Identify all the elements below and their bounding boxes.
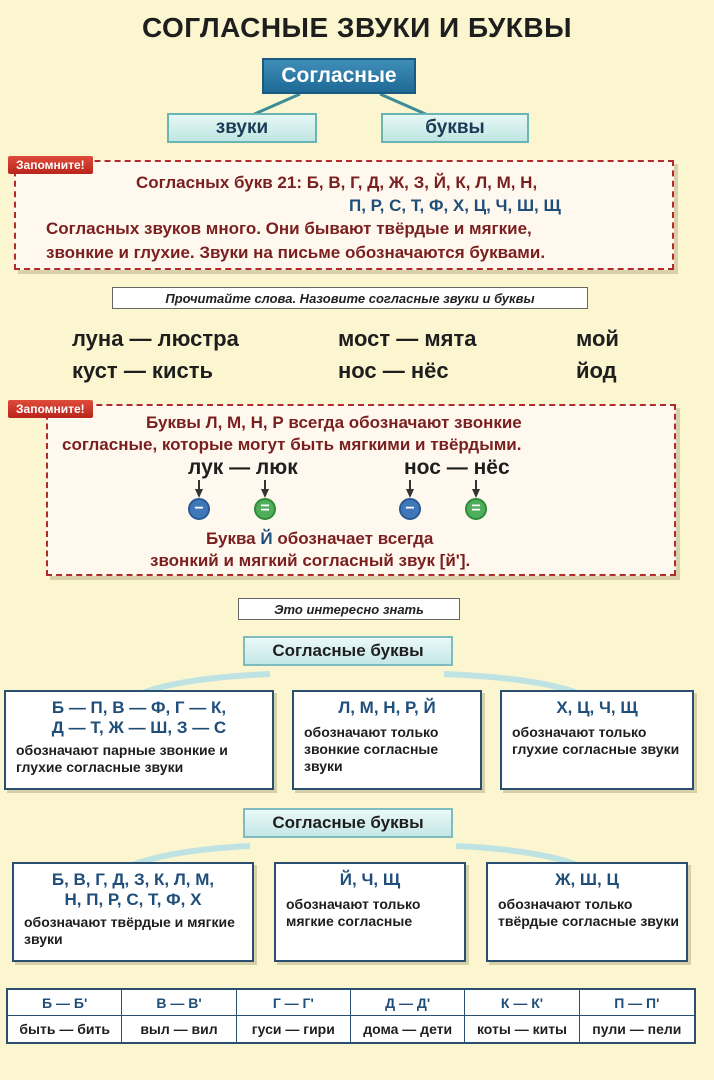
table-cell: Д — Д': [351, 990, 465, 1016]
card-hard-soft: Б, В, Г, Д, З, К, Л, М, Н, П, Р, С, Т, Ф, Х обозначают твёрдые и мягкие звуки: [12, 862, 254, 962]
remember1-line3: Согласных звуков много. Они бывают твёрдые и мягкие,: [46, 219, 532, 238]
card-paired: Б — П, В — Ф, Г — К, Д — Т, Ж — Ш, З — С обозначают парные звонкие и глухие согласные звуки: [4, 690, 274, 790]
letters-box: буквы: [381, 113, 529, 143]
table-cell: дома — дети: [351, 1016, 465, 1042]
page-title: СОГЛАСНЫЕ ЗВУКИ И БУКВЫ: [141, 12, 573, 43]
example-pair-nos: нос — нёс: [404, 456, 510, 479]
sounds-box: звуки: [167, 113, 317, 143]
table-cell: выл — вил: [122, 1016, 236, 1042]
remember1-line1: Согласных букв 21: Б, В, Г, Д, Ж, З, Й, К, Л, М, Н,: [136, 173, 538, 192]
minus-circle-icon: −: [188, 498, 210, 520]
word-pair: мост — мята: [338, 326, 477, 351]
remember-tag-2: Запомните!: [8, 400, 93, 418]
remember-tag-1: Запомните!: [8, 156, 93, 174]
table-cell: К — К': [465, 990, 579, 1016]
table-cell: гуси — гири: [237, 1016, 351, 1042]
remember1-line2: П, Р, С, Т, Ф, Х, Ц, Ч, Ш, Щ: [349, 196, 561, 215]
arrow-down-icon: [195, 489, 203, 498]
word-pair: луна — люстра: [72, 326, 239, 351]
table-cell: П — П': [580, 990, 694, 1016]
table-cell: коты — киты: [465, 1016, 579, 1042]
section2-head: Согласные буквы: [243, 808, 453, 838]
arrow-down-icon: [261, 489, 269, 498]
table-cell: В — В': [122, 990, 236, 1016]
minus-circle-icon: −: [399, 498, 421, 520]
table-cell: быть — бить: [8, 1016, 122, 1042]
hint-interesting: Это интересно знать: [238, 598, 460, 620]
table-cell: Б — Б': [8, 990, 122, 1016]
remember2-line1: Буквы Л, М, Н, Р всегда обозначают звонкие: [146, 413, 522, 432]
card-soft-only: Й, Ч, Щ обозначают только мягкие согласные: [274, 862, 466, 962]
arrow-down-icon: [406, 489, 414, 498]
word: мой: [576, 326, 619, 351]
word-pair: куст — кисть: [72, 358, 214, 383]
remember2-line2: согласные, которые могут быть мягкими и твёрдыми.: [62, 435, 522, 454]
card-voiced: Л, М, Н, Р, Й обозначают только звонкие согласные звуки: [292, 690, 482, 790]
table-cell: пули — пели: [592, 1021, 682, 1037]
table-cell: Г — Г': [237, 990, 351, 1016]
example-pair-luk: лук — люк: [188, 456, 298, 479]
consonants-box: Согласные: [262, 58, 416, 94]
word-pair: нос — нёс: [338, 358, 449, 383]
remember2-line4: звонкий и мягкий согласный звук [й'].: [150, 551, 471, 570]
card-voiceless: Х, Ц, Ч, Щ обозначают только глухие согласные звуки: [500, 690, 694, 790]
remember2-line3: Буква Й обозначает всегда: [206, 529, 434, 548]
section1-head: Согласные буквы: [243, 636, 453, 666]
card-hard-only: Ж, Ш, Ц обозначают только твёрдые согласные звуки: [486, 862, 688, 962]
arrow-down-icon: [472, 489, 480, 498]
equals-circle-icon: =: [254, 498, 276, 520]
pairs-table: [6, 988, 696, 1044]
word: йод: [576, 358, 617, 383]
equals-circle-icon: =: [465, 498, 487, 520]
hint-read-words: Прочитайте слова. Назовите согласные звуки и буквы: [112, 287, 588, 309]
remember1-line4: звонкие и глухие. Звуки на письме обозначаются буквами.: [46, 243, 546, 262]
